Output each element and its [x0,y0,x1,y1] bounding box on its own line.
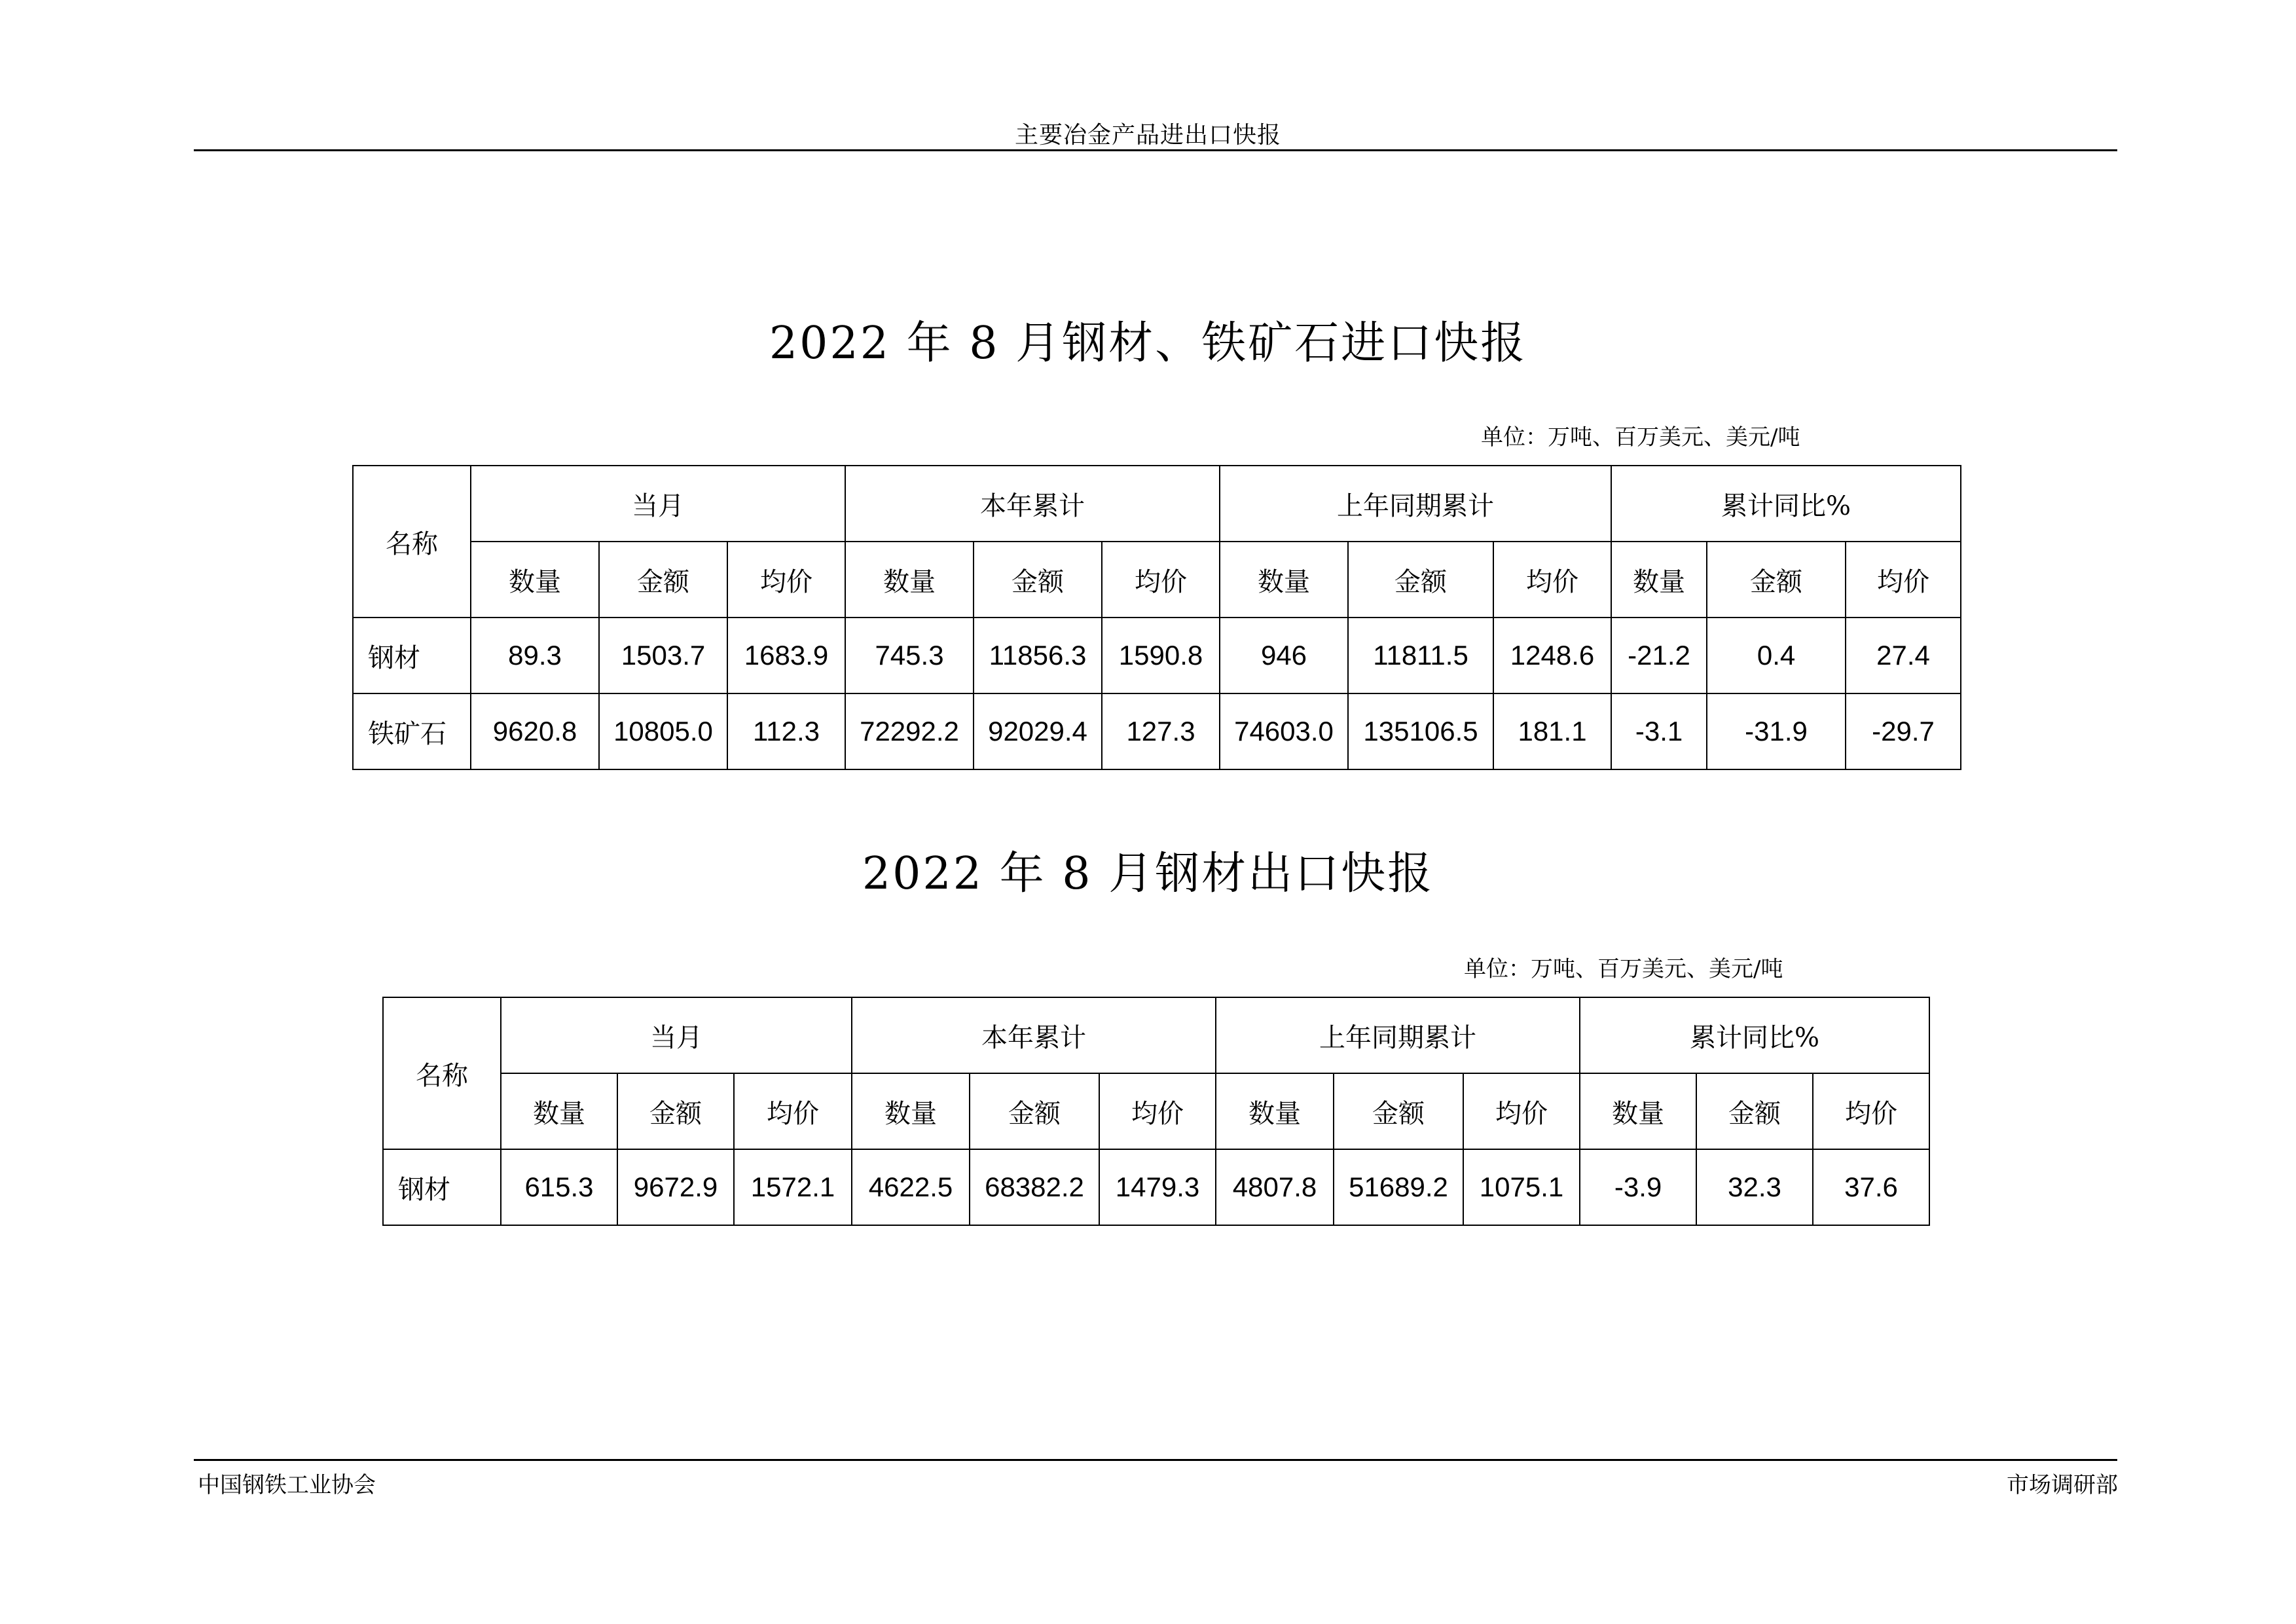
data-cell: 1075.1 [1463,1149,1580,1225]
data-cell: 1248.6 [1493,618,1611,693]
subcol-header: 数量 [1220,542,1348,618]
data-cell: 37.6 [1813,1149,1929,1225]
subcol-header: 金额 [1348,542,1493,618]
data-cell: 11811.5 [1348,618,1493,693]
data-cell: 112.3 [727,693,845,769]
group-header: 累计同比% [1580,997,1929,1073]
data-cell: 72292.2 [845,693,974,769]
data-cell: 1683.9 [727,618,845,693]
data-cell: 9672.9 [617,1149,734,1225]
data-cell: 4622.5 [852,1149,970,1225]
data-cell: 89.3 [471,618,599,693]
subcol-header: 均价 [1846,542,1961,618]
subcol-header: 均价 [1099,1073,1216,1149]
table-row [353,618,1961,693]
data-cell: 1572.1 [734,1149,852,1225]
data-cell: 4807.8 [1216,1149,1334,1225]
table-row [353,693,1961,769]
group-header: 累计同比% [1611,466,1961,542]
subcol-header: 金额 [1334,1073,1463,1149]
table-subheader-row [353,542,1961,618]
export-report-title: 2022 年 8 月钢材出口快报 [862,848,1434,900]
data-cell: 1503.7 [599,618,727,693]
subcol-header: 金额 [599,542,727,618]
subcol-header: 数量 [1216,1073,1334,1149]
table-header-row [353,466,1961,542]
data-cell: 135106.5 [1348,693,1493,769]
name-column-header: 名称 [353,466,471,618]
data-cell: 9620.8 [471,693,599,769]
data-cell: 0.4 [1707,618,1846,693]
row-name-cell: 钢材 [353,618,471,693]
footer-organization: 中国钢铁工业协会 [198,1472,376,1498]
export-table [382,997,1930,1226]
data-cell: 1590.8 [1102,618,1220,693]
footer-rule [194,1459,2117,1461]
subcol-header: 金额 [1707,542,1846,618]
subcol-header: 金额 [1696,1073,1813,1149]
import-report-title: 2022 年 8 月钢材、铁矿石进口快报 [769,318,1527,369]
data-cell: 11856.3 [974,618,1102,693]
footer-department: 市场调研部 [2007,1472,2118,1498]
subcol-header: 数量 [501,1073,617,1149]
group-header: 上年同期累计 [1216,997,1580,1073]
data-cell: 51689.2 [1334,1149,1463,1225]
data-cell: -29.7 [1846,693,1961,769]
data-cell: 946 [1220,618,1348,693]
subcol-header: 均价 [734,1073,852,1149]
data-cell: 181.1 [1493,693,1611,769]
page-header-title: 主要冶金产品进出口快报 [1014,122,1281,149]
name-column-header: 名称 [383,997,501,1149]
table-row [383,1149,1929,1225]
data-cell: 68382.2 [970,1149,1099,1225]
data-cell: 615.3 [501,1149,617,1225]
subcol-header: 金额 [970,1073,1099,1149]
import-unit-note: 单位：万吨、百万美元、美元/吨 [1481,424,1800,451]
subcol-header: 均价 [1493,542,1611,618]
subcol-header: 数量 [1580,1073,1696,1149]
subcol-header: 金额 [617,1073,734,1149]
data-cell: 10805.0 [599,693,727,769]
table-subheader-row [383,1073,1929,1149]
data-cell: 92029.4 [974,693,1102,769]
subcol-header: 均价 [1813,1073,1929,1149]
subcol-header: 均价 [1102,542,1220,618]
data-cell: 32.3 [1696,1149,1813,1225]
import-table [352,465,1961,770]
subcol-header: 数量 [852,1073,970,1149]
group-header: 当月 [471,466,845,542]
group-header: 上年同期累计 [1220,466,1611,542]
row-name-cell: 钢材 [383,1149,501,1225]
header-rule [194,149,2117,151]
data-cell: 745.3 [845,618,974,693]
group-header: 本年累计 [845,466,1220,542]
subcol-header: 数量 [1611,542,1707,618]
subcol-header: 金额 [974,542,1102,618]
data-cell: 74603.0 [1220,693,1348,769]
data-cell: -3.1 [1611,693,1707,769]
table-header-row [383,997,1929,1073]
subcol-header: 均价 [1463,1073,1580,1149]
subcol-header: 均价 [727,542,845,618]
group-header: 当月 [501,997,852,1073]
data-cell: -21.2 [1611,618,1707,693]
row-name-cell: 铁矿石 [353,693,471,769]
data-cell: -3.9 [1580,1149,1696,1225]
data-cell: 27.4 [1846,618,1961,693]
data-cell: -31.9 [1707,693,1846,769]
data-cell: 127.3 [1102,693,1220,769]
data-cell: 1479.3 [1099,1149,1216,1225]
subcol-header: 数量 [845,542,974,618]
subcol-header: 数量 [471,542,599,618]
export-unit-note: 单位：万吨、百万美元、美元/吨 [1464,956,1783,982]
group-header: 本年累计 [852,997,1216,1073]
